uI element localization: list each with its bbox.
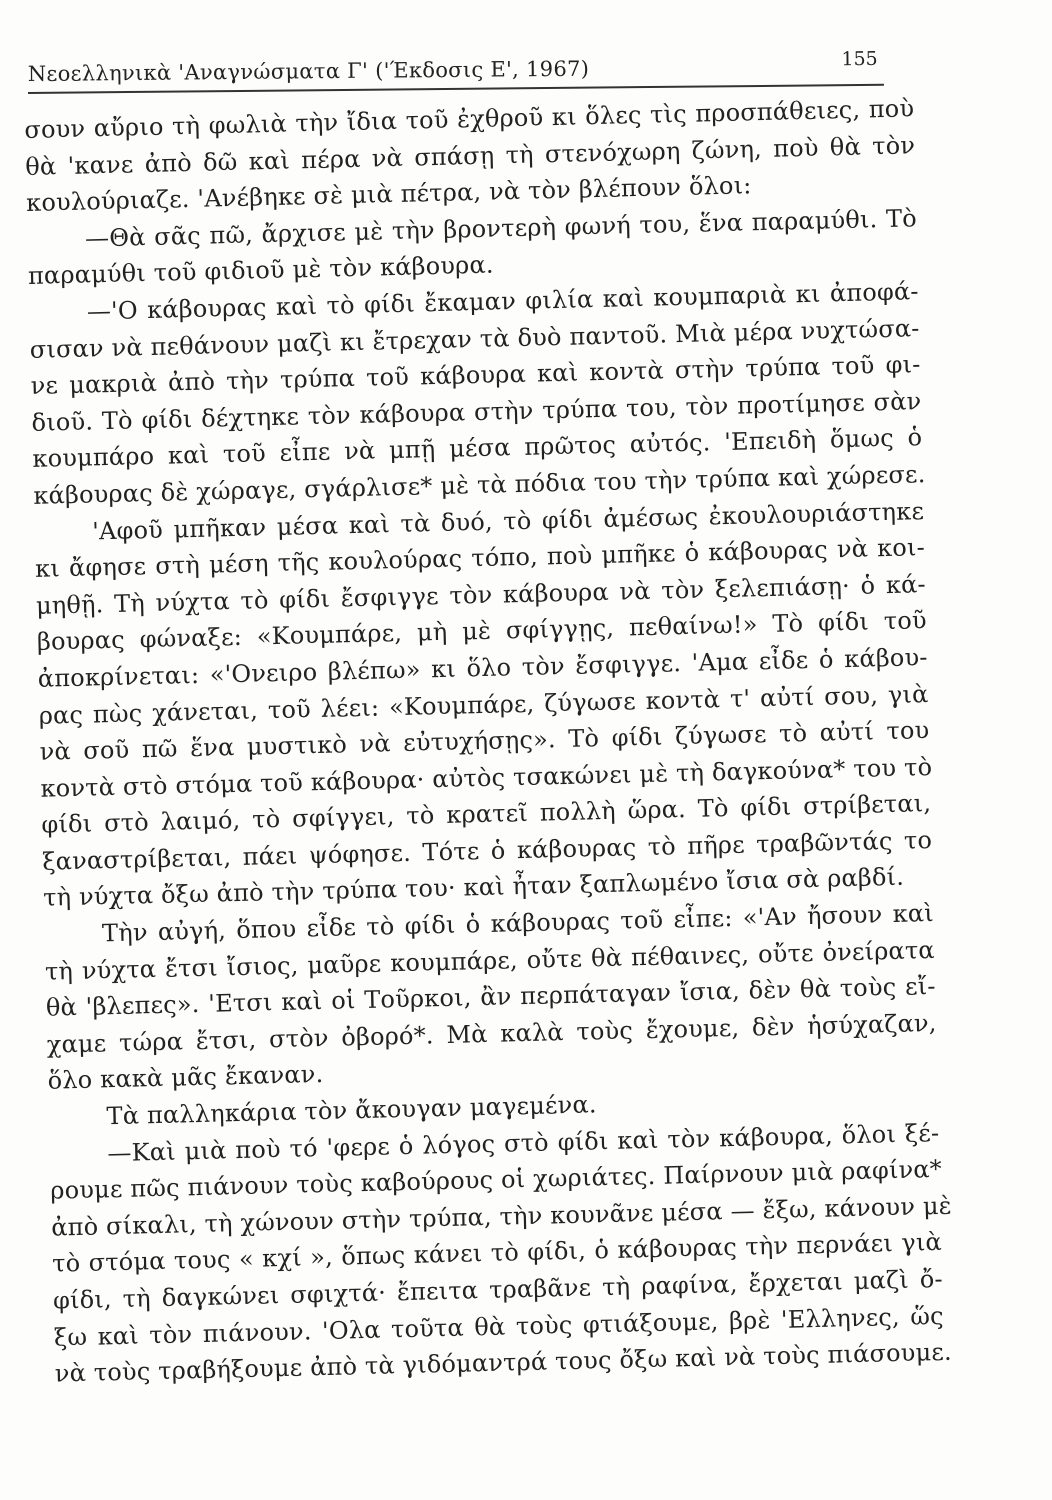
text-line: κοντὰ στὸ στόμα τοῦ κάβουρα· αὐτὸς τσακώνει μὲ τὴ δαγκούνα* του τὸ	[40, 752, 933, 803]
text-line: νὰ τοὺς τραβήξουμε ἀπὸ τὰ γιδόμαντρά τους ὄξω καὶ νὰ τοὺς πιάσουμε.	[54, 1337, 953, 1388]
text-line: κουμπάρο καὶ τοῦ εἶπε νὰ μπῇ μέσα πρῶτος αὐτός. 'Επειδὴ ὅμως ὁ	[32, 423, 923, 474]
text-line: ξαναστρίβεται, πάει ψόφησε. Τότε ὁ κάβουρας τὸ πῆρε τραβῶντάς το	[41, 825, 933, 876]
text-line: ρας πὼς χάνεται, τοῦ λέει: «Κουμπάρε, ζύγωσε κοντὰ τ' αὐτί σου, γιὰ	[38, 679, 929, 730]
text-line: φίδι στὸ λαιμό, τὸ σφίγγει, τὸ κρατεῖ πολλὴ ὥρα. Τὸ φίδι στρίβεται,	[41, 789, 932, 840]
text-line: κι ἄφησε στὴ μέση τῆς κουλούρας τόπο, ποὺ μπῆκε ὁ κάβουρας νὰ κοι-	[34, 533, 926, 583]
text-line: μηθῇ. Τὴ νύχτα τὸ φίδι ἔσφιγγε τὸν κάβουρα νὰ τὸν ξελεπιάσῃ· ὁ κά-	[35, 569, 927, 620]
text-line: ξω καὶ τὸν πιάνουν. 'Ολα τοῦτα θὰ τοὺς φτιάξουμε, βρὲ 'Ελληνες, ὥς	[53, 1301, 945, 1352]
text-line: θὰ 'βλεπες». 'Ετσι καὶ οἱ Τοῦρκοι, ἂν περπάταγαν ἴσια, δὲν θὰ τοὺς εἴ-	[45, 972, 936, 1022]
text-line: νὰ σοῦ πῶ ἕνα μυστικὸ νὰ εὐτυχήσῃς». Τὸ φίδι ζύγωσε τὸ αὐτί του	[39, 716, 930, 766]
text-line: Τὴν αὐγή, ὅπου εἶδε τὸ φίδι ὁ κάβουρας τοῦ εἶπε: «'Αν ἤσουν καὶ	[101, 899, 935, 948]
text-line: ἀπὸ σίκαλι, τὴ χώνουν στὴν τρύπα, τὴν κουνᾶνε μέσα — ἔξω, κάνουν μὲ	[50, 1191, 953, 1242]
text-line: παραμύθι τοῦ φιδιοῦ μὲ τὸν κάβουρα.	[27, 250, 495, 291]
text-line: φίδι, τὴ δαγκώνει σφιχτά· ἔπειτα τραβᾶνε τὴ ραφίνα, ἔρχεται μαζὶ ὄ-	[52, 1264, 944, 1315]
text-line: κουλούριαζε. 'Ανέβηκε σὲ μιὰ πέτρα, νὰ τὸν βλέπουν ὅλοι:	[25, 171, 752, 218]
text-line: σισαν νὰ πεθάνουν μαζὶ κι ἔτρεχαν τὰ δυὸ παντοῦ. Μιὰ μέρα νυχτώσα-	[29, 313, 920, 364]
body-text	[24, 90, 953, 1392]
text-line: —Καὶ μιὰ ποὺ τό 'φερε ὁ λόγος στὸ φίδι καὶ τὸν κάβουρα, ὅλοι ξέ-	[107, 1118, 940, 1167]
text-line: θὰ 'κανε ἀπὸ δῶ καὶ πέρα νὰ σπάσῃ τὴ στενόχωρη ζώνη, ποὺ θὰ τὸν	[24, 130, 916, 181]
text-line: Τὰ παλληκάρια τὸν ἄκουγαν μαγεμένα.	[106, 1090, 597, 1131]
text-line: τὴ νύχτα ἔτσι ἴσιος, μαῦρε κουμπάρε, οὔτε θὰ πέθαινες, οὔτε ὀνείρατα	[44, 935, 936, 986]
header-title: Νεοελληνικὰ 'Αναγνώσματα Γ' ('Έκδοσις Ε', 1967)	[27, 56, 590, 87]
text-line: κάβουρας δὲ χώραγε, σγάρλισε* μὲ τὰ πόδια του τὴν τρύπα καὶ χώρεσε.	[33, 460, 926, 510]
text-line: χαμε τώρα ἔτσι, στὸν ὀβορό*. Μὰ καλὰ τοὺς ἔχουμε, δὲν ἡσύχαζαν,	[46, 1008, 937, 1059]
text-line: τὴ νύχτα ὄξω ἀπὸ τὴν τρύπα του· καὶ ἦταν ξαπλωμένο ἴσια σὰ ραβδί.	[42, 863, 905, 913]
text-line: —Θὰ σᾶς πῶ, ἄρχισε μὲ τὴν βροντερὴ φωνή του, ἕνα παραμύθι. Τὸ	[84, 204, 918, 253]
text-line: βουρας φώναξε: «Κουμπάρε, μὴ μὲ σφίγγῃς, πεθαίνω!» Τὸ φίδι τοῦ	[36, 606, 928, 657]
text-line: —'Ο κάβουρας καὶ τὸ φίδι ἔκαμαν φιλία καὶ κουμπαριὰ κι ἀποφά-	[86, 277, 919, 326]
text-line: ρουμε πῶς πιάνουν τοὺς καβούρους οἱ χωριάτες. Παίρνουν μιὰ ραφίνα*	[50, 1155, 943, 1205]
text-line: διοῦ. Τὸ φίδι δέχτηκε τὸν κάβουρα στὴν τρύπα του, τὸν προτίμησε σὰν	[31, 386, 922, 437]
running-header	[28, 44, 884, 94]
text-line: ἀποκρίνεται: «'Ονειρο βλέπω» κι ὅλο τὸν ἔσφιγγε. 'Αμα εἶδε ὁ κάβου-	[37, 642, 928, 693]
text-line: τὸ στόμα τους « κχί », ὅπως κάνει τὸ φίδι, ὁ κάβουρας τὴν περνάει γιὰ	[51, 1228, 943, 1279]
text-line: 'Αφοῦ μπῆκαν μέσα καὶ τὰ δυό, τὸ φίδι ἀμέσως ἐκουλουριάστηκε	[91, 496, 925, 545]
text-line: νε μακριὰ ἀπὸ τὴν τρύπα τοῦ κάβουρα καὶ κοντὰ στὴν τρύπα τοῦ φι-	[30, 350, 921, 401]
page-number: 155	[841, 47, 878, 71]
text-line: σουν αὔριο τὴ φωλιὰ τὴν ἴδια τοῦ ἐχθροῦ κι ὅλες τὶς προσπάθειες, ποὺ	[24, 94, 915, 144]
text-line: ὅλο κακὰ μᾶς ἔκαναν.	[47, 1060, 324, 1096]
